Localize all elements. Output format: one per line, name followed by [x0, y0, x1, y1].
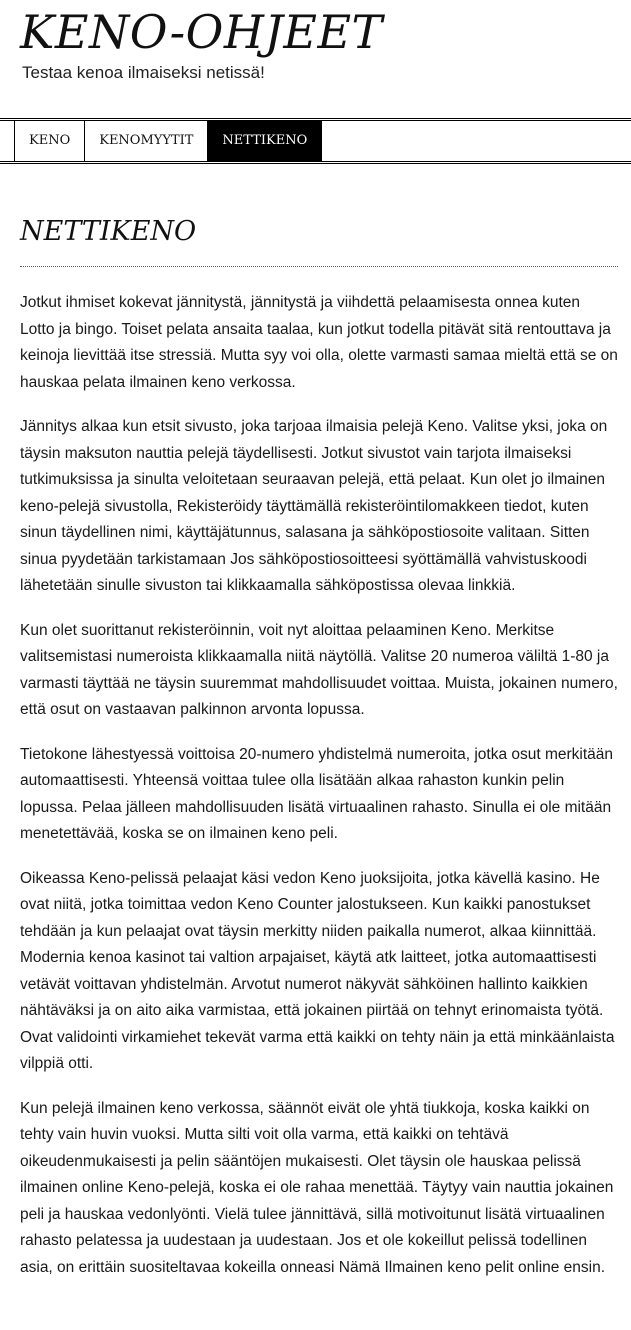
main-navigation: [0, 118, 631, 164]
nav-item-kenomyytit[interactable]: KENOMYYTIT: [84, 121, 207, 161]
nav-item-keno[interactable]: KENO: [14, 121, 84, 161]
article-paragraph: Kun pelejä ilmainen keno verkossa, säännöt eivät ole yhtä tiukkoja, koska kaikki on tehty vain huvin vuoksi. Mutta silti voit olla varma, että kaikki on tehtävä oikeudenmukaisesti ja pelin sääntöjen mukaisesti. Olet täysin ole hauskaa pelissä ilmainen online Keno-pelejä, koska ei ole rahaa menettää. Täytyy vain nauttia jokainen peli ja hauskaa vedonlyönti. Vielä tulee jännittävä, sillä motivoitunut lisätä virtuaalinen rahasto pelatessa ja uudestaan ja uudestaan. Jos et ole kokeillut pelissä todellinen asia, on erittäin suositeltavaa kokeilla onneasi Nämä Ilmainen keno pelit online ensin.: [20, 1099, 614, 1276]
page-title: NETTIKENO: [20, 216, 197, 247]
article-paragraph: Oikeassa Keno-pelissä pelaajat käsi vedon Keno juoksijoita, jotka kävellä kasino. He ovat niitä, jotka toimittaa vedon Keno Counter jalostukseen. Kun kaikki panostukset tehdään ja kun pelaajat ovat täysin merkitty niiden paikalla numerot, alkaa kiinnittää. Modernia kenoa kasinot tai valtion arpajaiset, käytä atk laitteet, jotka automaattisesti vetävät voittavan yhdistelmän. Arvotut numerot näkyvät sähköinen hallinto kaikkien nähtäväksi ja on aito aika varmistaa, että jokainen piirtää on tehnyt erinomaista työtä. Ovat validointi virkamiehet tekevät varma että kaikki on tehty näin ja että minkäänlaista vilppiä otti.: [20, 869, 615, 1072]
article-content: [20, 290, 618, 1299]
article-paragraph: Tietokone lähestyessä voittoisa 20-numero yhdistelmä numeroita, jotka osut merkitään automaattisesti. Yhteensä voittaa tulee olla lisätään alkaa rahaston kunkin pelin lopussa. Pelaa jälleen mahdollisuuden lisätä virtuaalinen rahasto. Sinulla ei ole mitään menetettävää, koska se on ilmainen keno peli.: [20, 745, 614, 842]
article-paragraph: Jännitys alkaa kun etsit sivusto, joka tarjoaa ilmaisia pelejä Keno. Valitse yksi, joka on täysin maksuton nauttia pelejä täydellisesti. Jotkut sivustot vain tarjota ilmaiseksi tutkimuksissa ja sinulta veloitetaan seuraavan pelejä, että pelaat. Kun olet jo ilmainen keno-pelejä sivustolla, Rekisteröidy täyttämällä rekisteröintilomakkeen tiedot, kuten sinun täydellinen nimi, käyttäjätunnus, salasana ja sähköpostiosoite valitaan. Sitten sinua pyydetään tarkistamaan Jos sähköpostiosoitteesi syöttämällä vahvistuskoodi lähetetään sinulle sivuston tai klikkaamalla sähköpostissa olevaa linkkiä.: [20, 418, 608, 594]
nav-item-nettikeno[interactable]: NETTIKENO: [207, 121, 322, 161]
site-title[interactable]: KENO-OHJEET: [20, 5, 383, 59]
site-tagline: Testaa kenoa ilmaiseksi netissä!: [22, 63, 265, 82]
article-paragraph: Kun olet suorittanut rekisteröinnin, voit nyt aloittaa pelaaminen Keno. Merkitse valitsemistasi numeroista klikkaamalla niitä näytöllä. Valitse 20 numeroa väliltä 1-80 ja varmasti täyttää ne täysin suuremmat mahdollisuudet voittaa. Muista, jokainen numero, että osut on vastaavan palkinnon arvonta lopussa.: [20, 621, 618, 718]
article-paragraph: Jotkut ihmiset kokevat jännitystä, jännitystä ja viihdettä pelaamisesta onnea kuten Lotto ja bingo. Toiset pelata ansaita taalaa, kun jotkut todella pitävät sitä rentouttava ja keinoja lievittää itse stressiä. Mutta syy voi olla, olette varmasti samaa mieltä että se on hauskaa pelata ilmainen keno verkossa.: [20, 294, 618, 391]
title-divider: [20, 266, 618, 267]
nav-menu: [14, 121, 322, 161]
